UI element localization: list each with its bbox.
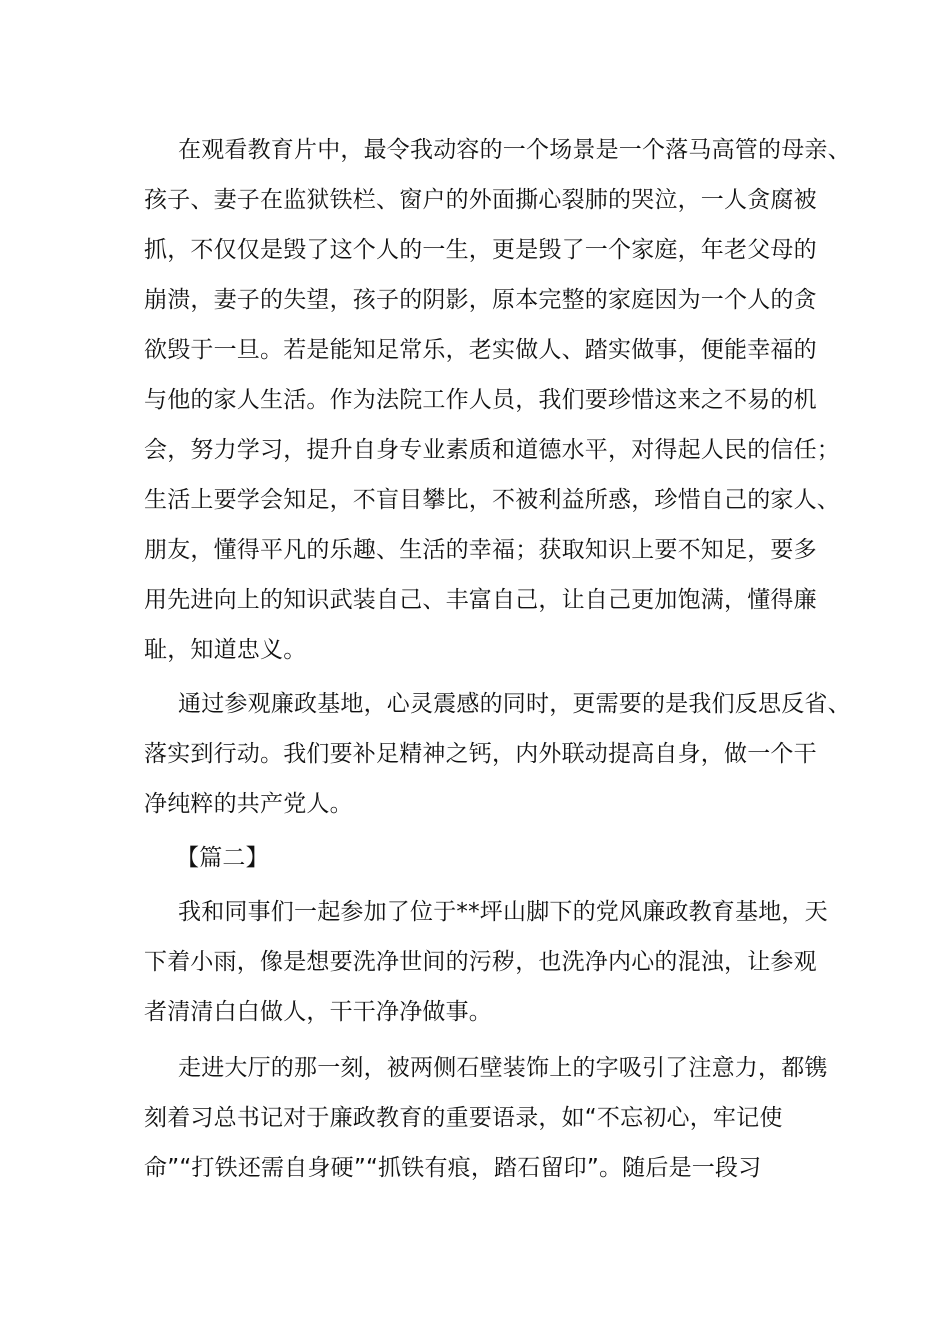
- paragraph-1-line-4: 崩溃，妻子的失望，孩子的阴影，原本完整的家庭因为一个人的贪: [144, 287, 817, 313]
- paragraph-3-line-1: 我和同事们一起参加了位于**坪山脚下的党风廉政教育基地，天: [178, 899, 828, 925]
- paragraph-2-line-2: 落实到行动。我们要补足精神之钙，内外联动提高自身，做一个干: [144, 741, 817, 767]
- paragraph-1-line-2: 孩子、妻子在监狱铁栏、窗户的外面撕心裂肺的哭泣，一人贪腐被: [144, 187, 817, 213]
- paragraph-1-line-7: 会，努力学习，提升自身专业素质和道德水平，对得起人民的信任；: [144, 437, 840, 463]
- paragraph-3-line-2: 下着小雨，像是想要洗净世间的污秽，也洗净内心的混浊，让参观: [144, 949, 817, 975]
- paragraph-1-line-6: 与他的家人生活。作为法院工作人员，我们要珍惜这来之不易的机: [144, 387, 817, 413]
- paragraph-1-line-5: 欲毁于一旦。若是能知足常乐，老实做人、踏实做事，便能幸福的: [144, 337, 817, 363]
- paragraph-3-line-3: 者清清白白做人，干干净净做事。: [144, 999, 492, 1025]
- paragraph-4-line-2: 刻着习总书记对于廉政教育的重要语录，如“不忘初心，牢记使: [144, 1105, 783, 1131]
- paragraph-1-line-11: 耻，知道忠义。: [144, 637, 307, 663]
- paragraph-1-line-8: 生活上要学会知足，不盲目攀比，不被利益所惑，珍惜自己的家人、: [144, 487, 840, 513]
- paragraph-1-line-3: 抓，不仅仅是毁了这个人的一生，更是毁了一个家庭，年老父母的: [144, 237, 817, 263]
- section-heading: 【篇二】: [176, 845, 269, 871]
- paragraph-1-line-1: 在观看教育片中，最令我动容的一个场景是一个落马高管的母亲、: [178, 137, 851, 163]
- paragraph-4-line-1: 走进大厅的那一刻，被两侧石壁装饰上的字吸引了注意力，都镌: [178, 1055, 828, 1081]
- paragraph-1-line-10: 用先进向上的知识武装自己、丰富自己，让自己更加饱满，懂得廉: [144, 587, 817, 613]
- paragraph-4-line-3: 命”“打铁还需自身硬”“抓铁有痕，踏石留印”。随后是一段习: [144, 1155, 762, 1181]
- paragraph-2-line-1: 通过参观廉政基地，心灵震感的同时，更需要的是我们反思反省、: [178, 691, 851, 717]
- paragraph-2-line-3: 净纯粹的共产党人。: [144, 791, 353, 817]
- paragraph-1-line-9: 朋友，懂得平凡的乐趣、生活的幸福；获取知识上要不知足，要多: [144, 537, 817, 563]
